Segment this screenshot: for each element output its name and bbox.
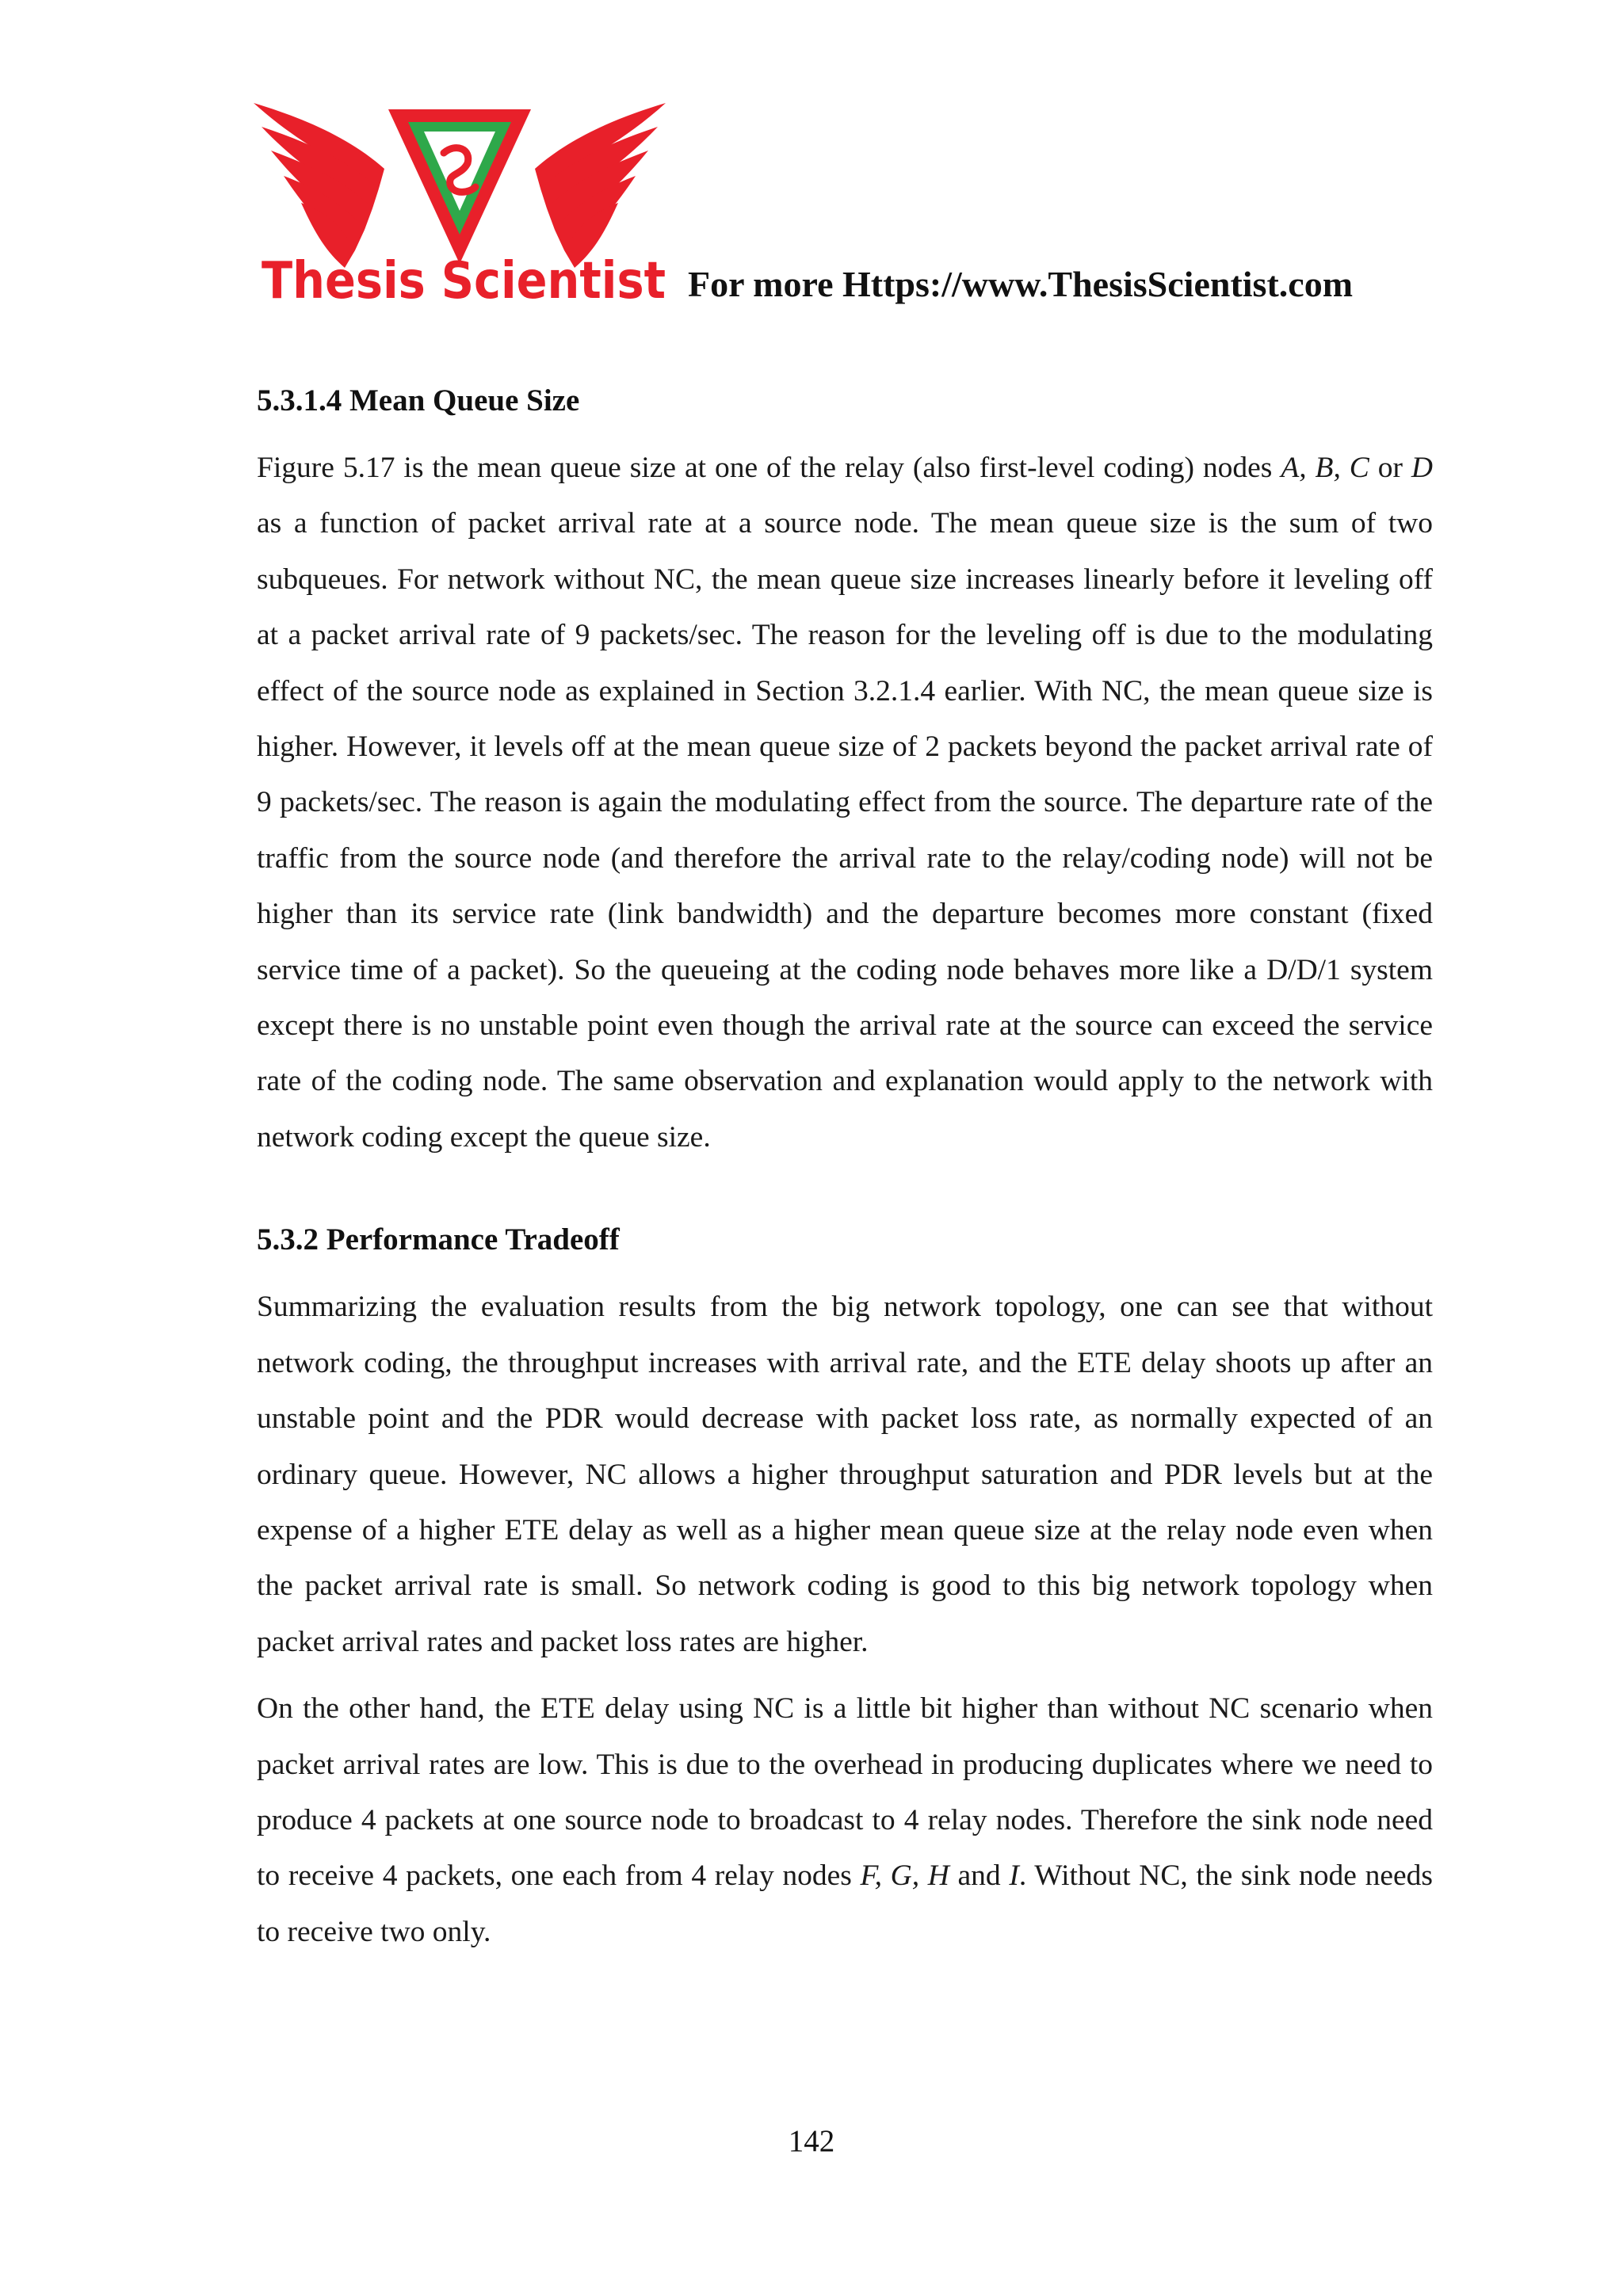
paragraph-tradeoff-summary: Summarizing the evaluation results from the big network topology, one can see that without network coding, the throughput increases with arrival rate, and the ETE delay shoots up after an unstable point and the PDR would decrease with packet loss rate, as normally expected of an ordinary queue. However, NC allows a higher throughput saturation and PDR levels but at the expense of a higher ETE delay as well as a higher mean queue size at the relay node even when the packet arrival rate is small. So network coding is good to this big network topology when packet arrival rates and packet loss rates are higher. (257, 1291, 1433, 1658)
section-heading-mean-queue-size: 5.3.1.4 Mean Queue Size (257, 383, 580, 418)
website-link[interactable]: For more Https://www.ThesisScientist.com (688, 264, 1354, 304)
paragraph-tradeoff-overhead: On the other hand, the ETE delay using NC is a little bit higher than without NC scenario when packet arrival rates are low. This is due to the overhead in producing duplicates where we need to produce 4 packets at one source node to broadcast to 4 relay nodes. Therefore the sink node need to receive 4 packets, one each from 4 relay nodes F, G, H and I. Without NC, the sink node needs to receive two only. (257, 1692, 1433, 1948)
paragraph-mean-queue-size: Figure 5.17 is the mean queue size at one of the relay (also first-level coding) nodes A, B, C or D as a function of packet arrival rate at a source node. The mean queue size is the sum of two subqueues. For network without NC, the mean queue size increases linearly before it leveling off at a packet arrival rate of 9 packets/sec. The reason for the leveling off is due to the modulating effect of the source node as explained in Section 3.2.1.4 earlier. With NC, the mean queue size is higher. However, it levels off at the mean queue size of 2 packets beyond the packet arrival rate of 9 packets/sec. The reason is again the modulating effect from the source. The departure rate of the traffic from the source node (and therefore the arrival rate to the relay/coding node) will not be higher than its service rate (link bandwidth) and the departure becomes more constant (fixed service time of a packet). So the queueing at the coding node behaves more like a D/D/1 system except there is no unstable point even though the arrival rate at the source can exceed the service rate of the coding node. The same observation and explanation would apply to the network with network coding except the queue size. (257, 452, 1433, 1154)
page-body (257, 379, 1433, 1960)
page-number: 142 (788, 2124, 835, 2158)
logo-wordmark: Thesis Scientist (262, 252, 666, 307)
thesis-scientist-logo (254, 93, 674, 307)
left-wing-icon (254, 103, 384, 268)
triangle-emblem-icon (388, 109, 531, 264)
right-wing-icon (535, 103, 666, 268)
section-heading-performance-tradeoff: 5.3.2 Performance Tradeoff (257, 1222, 620, 1257)
page-header (254, 93, 1426, 315)
